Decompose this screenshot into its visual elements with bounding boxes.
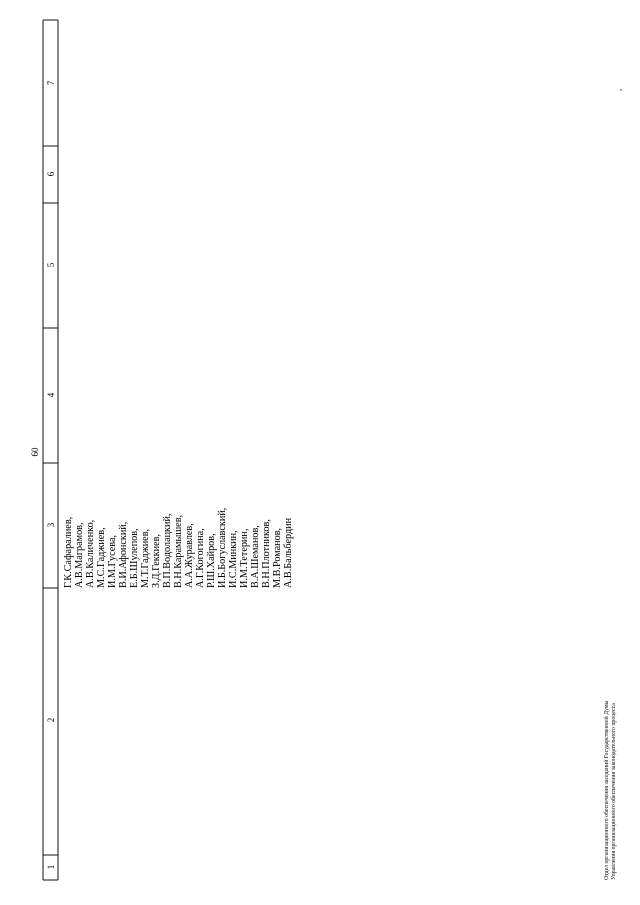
list-item: В.Н.Карамышев, [173,514,184,588]
list-item: И.С.Минкин, [228,530,239,588]
list-item: Г.К.Сафаралиев, [63,516,74,588]
list-item: М.В.Романов, [272,527,283,588]
stray-dot [620,89,622,91]
column-number-6: 6 [46,171,57,177]
list-item: Е.Б.Шулепов, [129,528,140,588]
column-number-4: 4 [46,392,57,398]
list-item: Р.Ш.Хайров, [206,533,217,588]
column-number-2: 2 [46,717,57,723]
list-item: А.В.Маграмов, [74,522,85,588]
list-item: В.И.Афонский, [118,521,129,588]
list-item: И.М.Гусева, [107,534,118,588]
column-number-1: 1 [46,864,57,870]
list-item: А.В.Бальбердин [283,517,294,588]
column-number-5: 5 [46,262,57,268]
list-item: А.В.Каличенко, [85,519,96,588]
column-number-7: 7 [46,80,57,86]
list-item: И.М.Тетерин, [239,528,250,588]
footer-line-2: Управления организационного обеспечения законодательного процесса [611,703,617,880]
list-item: А.А.Журавлев, [184,523,195,588]
list-item: В.Н.Плотников, [261,519,272,588]
list-item: М.С.Гаджиев, [96,527,107,588]
list-item: З.Д.Геккиев, [151,533,162,588]
column-number-3: 3 [46,522,57,528]
footer-line-1: Отдел организационного обеспечения заседаний Государственной Думы [604,700,610,880]
list-item: М.Т.Гаджиев, [140,528,151,588]
list-item: В.А.Шеманов, [250,525,261,588]
page-number: 60 [30,447,41,457]
list-item: А.Г.Когогина, [195,528,206,588]
list-item: В.П.Водолацкий, [162,513,173,588]
list-item: И.Б.Богуславский, [217,507,228,588]
